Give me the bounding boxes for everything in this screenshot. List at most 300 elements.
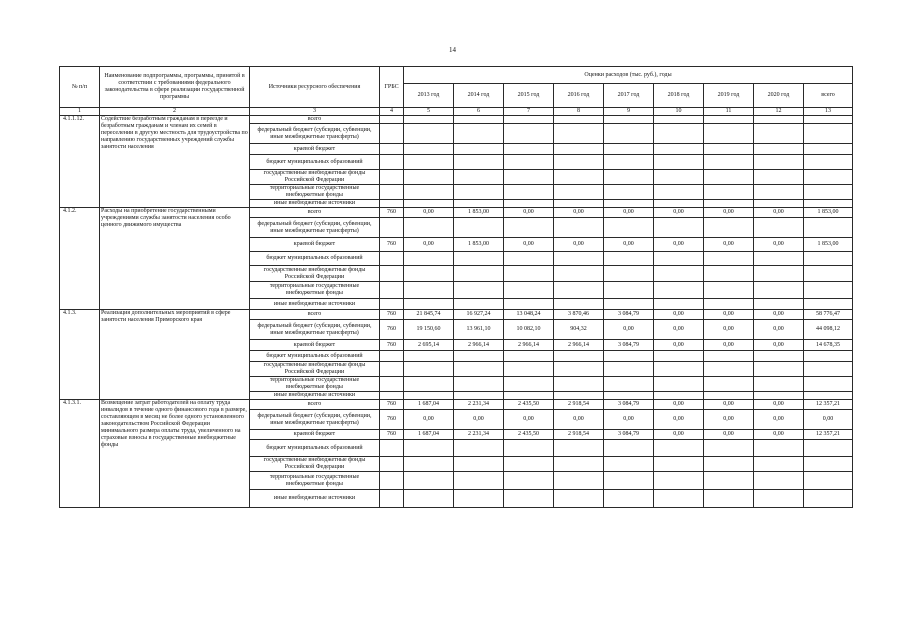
col-header-year: 2013 год bbox=[404, 84, 454, 108]
year-value: 0,00 bbox=[704, 320, 754, 340]
year-value bbox=[704, 155, 754, 170]
year-value bbox=[604, 392, 654, 400]
grbs-code bbox=[380, 457, 404, 472]
year-value bbox=[604, 266, 654, 282]
year-value bbox=[754, 472, 804, 490]
year-value bbox=[604, 116, 654, 124]
year-value: 0,00 bbox=[604, 320, 654, 340]
year-value bbox=[404, 377, 454, 392]
grbs-code bbox=[380, 440, 404, 457]
year-value bbox=[754, 218, 804, 238]
year-value bbox=[604, 218, 654, 238]
year-value: 2 918,54 bbox=[554, 430, 604, 440]
year-value bbox=[754, 392, 804, 400]
year-value bbox=[404, 144, 454, 155]
year-value bbox=[504, 299, 554, 310]
year-value: 2 966,14 bbox=[504, 340, 554, 351]
total-value bbox=[804, 144, 853, 155]
year-value bbox=[654, 116, 704, 124]
item-code: 4.1.1.12. bbox=[60, 116, 100, 208]
funding-source: иные внебюджетные источники bbox=[250, 200, 380, 208]
table-body bbox=[60, 116, 853, 508]
column-number-cell: 11 bbox=[704, 108, 754, 116]
grbs-code: 760 bbox=[380, 208, 404, 218]
col-header-year: 2018 год bbox=[654, 84, 704, 108]
total-value bbox=[804, 170, 853, 185]
year-value bbox=[554, 377, 604, 392]
year-value bbox=[554, 362, 604, 377]
total-value bbox=[804, 362, 853, 377]
year-value bbox=[654, 392, 704, 400]
year-value bbox=[454, 218, 504, 238]
year-value: 0,00 bbox=[654, 320, 704, 340]
funding-source: бюджет муниципальных образований bbox=[250, 252, 380, 266]
year-value bbox=[404, 351, 454, 362]
year-value bbox=[404, 218, 454, 238]
total-value bbox=[804, 116, 853, 124]
year-value bbox=[504, 362, 554, 377]
year-value: 0,00 bbox=[704, 410, 754, 430]
year-value bbox=[504, 144, 554, 155]
year-value: 0,00 bbox=[704, 310, 754, 320]
year-value bbox=[704, 392, 754, 400]
column-number-cell: 7 bbox=[504, 108, 554, 116]
funding-source: государственные внебюджетные фонды Российской Федерации bbox=[250, 266, 380, 282]
year-value bbox=[704, 362, 754, 377]
total-value bbox=[804, 218, 853, 238]
year-value bbox=[454, 124, 504, 144]
year-value: 3 870,46 bbox=[554, 310, 604, 320]
grbs-code bbox=[380, 490, 404, 508]
year-value: 0,00 bbox=[754, 208, 804, 218]
budget-table bbox=[59, 66, 853, 508]
year-value: 0,00 bbox=[504, 410, 554, 430]
year-value: 0,00 bbox=[654, 238, 704, 252]
year-value: 3 084,79 bbox=[604, 430, 654, 440]
col-header-source: Источники ресурсного обеспечения bbox=[250, 67, 380, 108]
year-value bbox=[604, 457, 654, 472]
year-value bbox=[654, 490, 704, 508]
year-value bbox=[754, 457, 804, 472]
year-value bbox=[604, 200, 654, 208]
item-code: 4.1.3. bbox=[60, 310, 100, 400]
year-value bbox=[454, 362, 504, 377]
year-value: 1 687,04 bbox=[404, 430, 454, 440]
grbs-code bbox=[380, 200, 404, 208]
year-value: 0,00 bbox=[754, 410, 804, 430]
year-value bbox=[754, 377, 804, 392]
total-value bbox=[804, 440, 853, 457]
total-value bbox=[804, 200, 853, 208]
year-value bbox=[654, 266, 704, 282]
year-value bbox=[604, 185, 654, 200]
year-value: 0,00 bbox=[704, 340, 754, 351]
year-value bbox=[604, 170, 654, 185]
year-value: 0,00 bbox=[704, 208, 754, 218]
year-value bbox=[704, 170, 754, 185]
year-value bbox=[704, 472, 754, 490]
grbs-code bbox=[380, 392, 404, 400]
year-value bbox=[454, 185, 504, 200]
grbs-code bbox=[380, 282, 404, 299]
page-number: 14 bbox=[449, 46, 456, 54]
year-value: 2 231,34 bbox=[454, 430, 504, 440]
column-numbers-row bbox=[60, 108, 853, 116]
year-value bbox=[554, 440, 604, 457]
year-value: 0,00 bbox=[554, 238, 604, 252]
year-value bbox=[754, 124, 804, 144]
funding-source: краевой бюджет bbox=[250, 238, 380, 252]
year-value: 904,32 bbox=[554, 320, 604, 340]
year-value bbox=[504, 218, 554, 238]
year-value: 0,00 bbox=[704, 430, 754, 440]
year-value bbox=[504, 155, 554, 170]
funding-source: федеральный бюджет (субсидии, субвенции, иные межбюджетные трансферты) bbox=[250, 410, 380, 430]
year-value bbox=[604, 144, 654, 155]
grbs-code: 760 bbox=[380, 238, 404, 252]
year-value bbox=[654, 124, 704, 144]
year-value: 10 082,10 bbox=[504, 320, 554, 340]
item-code: 4.1.3.1. bbox=[60, 400, 100, 508]
year-value bbox=[754, 351, 804, 362]
year-value bbox=[504, 266, 554, 282]
column-number-cell: 2 bbox=[100, 108, 250, 116]
grbs-code bbox=[380, 299, 404, 310]
year-value: 0,00 bbox=[754, 320, 804, 340]
grbs-code: 760 bbox=[380, 340, 404, 351]
year-value bbox=[704, 218, 754, 238]
year-value: 16 927,24 bbox=[454, 310, 504, 320]
grbs-code bbox=[380, 116, 404, 124]
grbs-code: 760 bbox=[380, 430, 404, 440]
year-value bbox=[554, 472, 604, 490]
year-value: 13 048,24 bbox=[504, 310, 554, 320]
year-value bbox=[554, 299, 604, 310]
grbs-code: 760 bbox=[380, 410, 404, 430]
grbs-code bbox=[380, 362, 404, 377]
year-value: 0,00 bbox=[554, 410, 604, 430]
year-value: 0,00 bbox=[754, 400, 804, 410]
funding-source: всего bbox=[250, 208, 380, 218]
year-value bbox=[404, 155, 454, 170]
year-value: 0,00 bbox=[504, 208, 554, 218]
year-value bbox=[454, 299, 504, 310]
funding-source: бюджет муниципальных образований bbox=[250, 440, 380, 457]
column-number-cell: 1 bbox=[60, 108, 100, 116]
year-value: 3 084,79 bbox=[604, 400, 654, 410]
year-value bbox=[704, 490, 754, 508]
year-value: 1 853,00 bbox=[454, 208, 504, 218]
total-value bbox=[804, 457, 853, 472]
total-value: 1 853,00 bbox=[804, 238, 853, 252]
year-value bbox=[504, 351, 554, 362]
year-value bbox=[604, 362, 654, 377]
funding-source: краевой бюджет bbox=[250, 144, 380, 155]
year-value: 2 695,14 bbox=[404, 340, 454, 351]
total-value: 12 357,21 bbox=[804, 430, 853, 440]
grbs-code bbox=[380, 266, 404, 282]
col-header-year: 2016 год bbox=[554, 84, 604, 108]
year-value bbox=[454, 266, 504, 282]
year-value bbox=[504, 170, 554, 185]
year-value bbox=[454, 155, 504, 170]
year-value bbox=[504, 392, 554, 400]
year-value: 0,00 bbox=[654, 410, 704, 430]
year-value bbox=[554, 116, 604, 124]
year-value bbox=[654, 144, 704, 155]
year-value bbox=[704, 185, 754, 200]
total-value: 12 357,21 bbox=[804, 400, 853, 410]
column-number-cell: 4 bbox=[380, 108, 404, 116]
year-value: 0,00 bbox=[604, 410, 654, 430]
year-value bbox=[554, 170, 604, 185]
year-value: 0,00 bbox=[404, 410, 454, 430]
year-value bbox=[504, 457, 554, 472]
year-value bbox=[654, 185, 704, 200]
year-value bbox=[754, 299, 804, 310]
year-value: 0,00 bbox=[654, 340, 704, 351]
year-value bbox=[404, 185, 454, 200]
total-value bbox=[804, 490, 853, 508]
year-value bbox=[704, 282, 754, 299]
year-value bbox=[704, 299, 754, 310]
year-value bbox=[654, 252, 704, 266]
funding-source: иные внебюджетные источники bbox=[250, 299, 380, 310]
year-value bbox=[704, 457, 754, 472]
total-value bbox=[804, 266, 853, 282]
grbs-code: 760 bbox=[380, 310, 404, 320]
year-value bbox=[754, 155, 804, 170]
year-value: 1 687,04 bbox=[404, 400, 454, 410]
year-value bbox=[654, 457, 704, 472]
year-value bbox=[404, 252, 454, 266]
funding-source: территориальные государственные внебюджетные фонды bbox=[250, 472, 380, 490]
year-value: 0,00 bbox=[404, 208, 454, 218]
year-value bbox=[454, 490, 504, 508]
year-value bbox=[604, 282, 654, 299]
year-value: 0,00 bbox=[754, 430, 804, 440]
year-value bbox=[454, 440, 504, 457]
year-value: 2 966,14 bbox=[554, 340, 604, 351]
year-value: 2 435,50 bbox=[504, 400, 554, 410]
year-value bbox=[704, 266, 754, 282]
funding-source: всего bbox=[250, 400, 380, 410]
funding-source: федеральный бюджет (субсидии, субвенции, иные межбюджетные трансферты) bbox=[250, 218, 380, 238]
year-value bbox=[504, 282, 554, 299]
year-value bbox=[554, 282, 604, 299]
year-value bbox=[654, 440, 704, 457]
year-value bbox=[604, 124, 654, 144]
year-value bbox=[654, 472, 704, 490]
total-value bbox=[804, 124, 853, 144]
year-value bbox=[654, 170, 704, 185]
year-value bbox=[504, 185, 554, 200]
year-value bbox=[454, 392, 504, 400]
year-value bbox=[404, 457, 454, 472]
year-value: 2 435,50 bbox=[504, 430, 554, 440]
year-value bbox=[454, 282, 504, 299]
year-value bbox=[454, 252, 504, 266]
year-value bbox=[554, 266, 604, 282]
funding-source: иные внебюджетные источники bbox=[250, 392, 380, 400]
year-value bbox=[404, 266, 454, 282]
year-value bbox=[604, 440, 654, 457]
grbs-code bbox=[380, 170, 404, 185]
year-value bbox=[754, 490, 804, 508]
year-value: 0,00 bbox=[754, 238, 804, 252]
year-value bbox=[454, 170, 504, 185]
column-number-cell: 12 bbox=[754, 108, 804, 116]
year-value bbox=[554, 155, 604, 170]
item-name: Реализация дополнительных мероприятий в сфере занятости населения Приморского края bbox=[100, 310, 250, 400]
funding-source: бюджет муниципальных образований bbox=[250, 155, 380, 170]
col-header-year: 2019 год bbox=[704, 84, 754, 108]
year-value bbox=[404, 200, 454, 208]
year-value bbox=[554, 218, 604, 238]
total-value bbox=[804, 252, 853, 266]
funding-source: территориальные государственные внебюджетные фонды bbox=[250, 282, 380, 299]
column-number-cell: 9 bbox=[604, 108, 654, 116]
year-value: 0,00 bbox=[604, 208, 654, 218]
col-header-grbs: ГРБС bbox=[380, 67, 404, 108]
column-number-cell: 13 bbox=[804, 108, 853, 116]
year-value bbox=[754, 200, 804, 208]
grbs-code bbox=[380, 144, 404, 155]
year-value bbox=[504, 200, 554, 208]
year-value bbox=[554, 490, 604, 508]
col-header-year: 2020 год bbox=[754, 84, 804, 108]
year-value bbox=[404, 362, 454, 377]
year-value: 0,00 bbox=[754, 310, 804, 320]
funding-source: всего bbox=[250, 116, 380, 124]
funding-source: федеральный бюджет (субсидии, субвенции, иные межбюджетные трансферты) bbox=[250, 124, 380, 144]
col-header-year: 2015 год bbox=[504, 84, 554, 108]
year-value bbox=[404, 170, 454, 185]
year-value bbox=[704, 377, 754, 392]
year-value bbox=[554, 351, 604, 362]
year-value bbox=[454, 377, 504, 392]
year-value: 0,00 bbox=[504, 238, 554, 252]
year-value bbox=[654, 218, 704, 238]
year-value: 0,00 bbox=[404, 238, 454, 252]
year-value bbox=[454, 457, 504, 472]
total-value: 14 678,35 bbox=[804, 340, 853, 351]
year-value bbox=[504, 124, 554, 144]
table-row bbox=[60, 400, 853, 410]
year-value bbox=[404, 282, 454, 299]
col-header-year: 2017 год bbox=[604, 84, 654, 108]
year-value bbox=[554, 457, 604, 472]
col-header-estimates: Оценки расходов (тыс. руб.), годы bbox=[404, 67, 853, 84]
year-value bbox=[604, 377, 654, 392]
year-value bbox=[704, 252, 754, 266]
funding-source: иные внебюджетные источники bbox=[250, 490, 380, 508]
year-value: 0,00 bbox=[654, 400, 704, 410]
funding-source: бюджет муниципальных образований bbox=[250, 351, 380, 362]
item-name: Возмещение затрат работодателей на оплату труда инвалидов в течение одного финансового года в размере, составляющем в месяц не более одного установленного законодательством Российской Федерации минимального размера оплаты труда, увеличенного на страховые взносы в государственные внебюджетные фонды bbox=[100, 400, 250, 508]
year-value bbox=[454, 351, 504, 362]
col-header-number: № п/п bbox=[60, 67, 100, 108]
year-value bbox=[604, 252, 654, 266]
year-value bbox=[654, 299, 704, 310]
year-value bbox=[604, 299, 654, 310]
year-value: 0,00 bbox=[654, 430, 704, 440]
year-value bbox=[654, 362, 704, 377]
col-header-year: 2014 год bbox=[454, 84, 504, 108]
grbs-code: 760 bbox=[380, 320, 404, 340]
total-value: 1 853,00 bbox=[804, 208, 853, 218]
year-value bbox=[404, 116, 454, 124]
year-value bbox=[404, 299, 454, 310]
funding-source: государственные внебюджетные фонды Российской Федерации bbox=[250, 170, 380, 185]
year-value: 19 150,60 bbox=[404, 320, 454, 340]
col-header-total: всего bbox=[804, 84, 853, 108]
year-value bbox=[754, 252, 804, 266]
year-value: 2 231,34 bbox=[454, 400, 504, 410]
year-value bbox=[604, 490, 654, 508]
funding-source: федеральный бюджет (субсидии, субвенции, иные межбюджетные трансферты) bbox=[250, 320, 380, 340]
year-value bbox=[654, 351, 704, 362]
year-value bbox=[754, 362, 804, 377]
year-value: 1 853,00 bbox=[454, 238, 504, 252]
year-value: 0,00 bbox=[654, 208, 704, 218]
year-value bbox=[504, 377, 554, 392]
column-number-cell: 5 bbox=[404, 108, 454, 116]
total-value: 0,00 bbox=[804, 410, 853, 430]
year-value bbox=[754, 144, 804, 155]
total-value bbox=[804, 299, 853, 310]
year-value bbox=[504, 116, 554, 124]
year-value bbox=[604, 155, 654, 170]
year-value bbox=[554, 200, 604, 208]
funding-source: всего bbox=[250, 310, 380, 320]
total-value bbox=[804, 377, 853, 392]
year-value bbox=[504, 472, 554, 490]
item-name: Расходы на приобретение государственными учреждениями службы занятости населения особо ценного движимого имущества bbox=[100, 208, 250, 310]
year-value: 0,00 bbox=[654, 310, 704, 320]
year-value bbox=[654, 377, 704, 392]
year-value bbox=[754, 185, 804, 200]
year-value bbox=[604, 472, 654, 490]
year-value: 3 084,79 bbox=[604, 310, 654, 320]
year-value: 0,00 bbox=[754, 340, 804, 351]
year-value bbox=[554, 124, 604, 144]
total-value bbox=[804, 155, 853, 170]
year-value bbox=[604, 351, 654, 362]
year-value bbox=[704, 351, 754, 362]
table-row bbox=[60, 208, 853, 218]
year-value bbox=[654, 282, 704, 299]
funding-source: государственные внебюджетные фонды Российской Федерации bbox=[250, 362, 380, 377]
year-value bbox=[754, 116, 804, 124]
year-value bbox=[504, 440, 554, 457]
total-value: 58 776,47 bbox=[804, 310, 853, 320]
funding-source: государственные внебюджетные фонды Российской Федерации bbox=[250, 457, 380, 472]
year-value bbox=[454, 144, 504, 155]
year-value bbox=[404, 472, 454, 490]
total-value bbox=[804, 351, 853, 362]
year-value bbox=[404, 440, 454, 457]
item-name: Содействие безработным гражданам в переезде и безработным гражданам и членам их семей в переселении в другую местность для трудоустройства по направлению государственных учреждений службы занятости населения bbox=[100, 116, 250, 208]
year-value bbox=[754, 440, 804, 457]
year-value bbox=[404, 392, 454, 400]
table-row bbox=[60, 116, 853, 124]
grbs-code bbox=[380, 155, 404, 170]
year-value bbox=[654, 200, 704, 208]
year-value bbox=[454, 472, 504, 490]
year-value bbox=[754, 266, 804, 282]
total-value bbox=[804, 472, 853, 490]
